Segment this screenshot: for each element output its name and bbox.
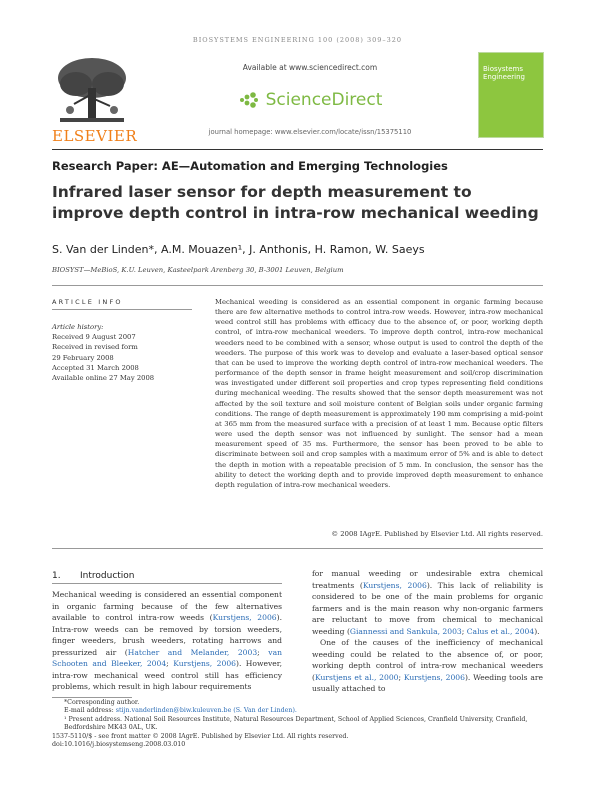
text-run: for manual weeding or undesirable extra chemical treatments (	[312, 569, 543, 590]
sciencedirect-wordmark: ScienceDirect	[265, 90, 383, 110]
abstract-text: Mechanical weeding is considered as an essential component in organic farming because there are few alternative methods to control intra-row weeds. However, intra-row mechanical weed control still has problems with efficacy due to the absence of, or poor, working depth control, of intra-row mechanical weeders. To improve depth control, intra-row mechanical weeders need to be combined with a sensor, whose output is used to control the depth of the weeders. The purpose of this work was to develop and evaluate a laser-based optical sensor that can be used to improve the working depth control of intra-row mechanical weeders. The performance of the depth sensor in frame height measurement and soil/crop discrimination was investigated under different soil properties and crop types representing field conditions during mechanical weeding. The results showed that the sensor depth measurement was not affected by the soil texture and soil moisture content of Belgian soils under organic farming conditions. The range of depth measurement is approximately 190 mm comprising a mid-point at 365 mm from the measured surface with a precision of at least 1 mm. Because optic filters were used the depth sensor was not influenced by sunlight. The sensor had a mean measurement speed of 35 ms. Furthermore, the sensor has been proved to be able to discriminate between soil and crop samples with a maximum error of 5% and is able to detect the depth in motion with a repeatable precision of 5 mm. In conclusion, the sensor has the ability to detect the working depth and to provide improved depth measurement to enhance depth regulation of intra-row mechanical weeders.	[215, 298, 543, 489]
email-label: E-mail address:	[64, 707, 116, 715]
history-item: Received in revised form	[52, 343, 138, 352]
article-info-heading: ARTICLE INFO	[52, 298, 123, 306]
paragraph	[312, 637, 543, 695]
history-item: 29 February 2008	[52, 353, 114, 362]
citation-link[interactable]: Kurstjens, 2006	[212, 613, 277, 622]
article-history	[52, 322, 202, 383]
sciencedirect-logo	[140, 86, 480, 114]
affiliation: BIOSYST—MeBioS, K.U. Leuven, Kasteelpark Arenberg 30, B-3001 Leuven, Belgium	[52, 266, 344, 274]
journal-homepage: journal homepage: www.elsevier.com/locate/issn/15375110	[208, 128, 412, 136]
abstract-copyright: © 2008 IAgrE. Published by Elsevier Ltd. All rights reserved.	[331, 530, 543, 538]
section-number: 1.	[52, 571, 61, 581]
text-run: ;	[257, 647, 269, 657]
text-run: ). Intra-row weeds can be removed by torsion weeders, finger weeders, brush weeders, rotating harrows and pressurized air (	[52, 613, 283, 657]
text-run: ;	[166, 659, 174, 668]
journal-citation-line	[0, 36, 595, 44]
history-item: Available online 27 May 2008	[52, 374, 155, 383]
citation-link[interactable]: Kurstjens et al., 2000	[314, 672, 399, 682]
authors: S. Van der Linden*, A.M. Mouazen¹, J. Anthonis, H. Ramon, W. Saeys	[52, 243, 425, 256]
introduction-rule	[52, 583, 282, 584]
cover-title: Biosystems Engineering	[483, 65, 525, 82]
footnote-rule	[52, 697, 132, 698]
history-label: Article history:	[52, 323, 104, 331]
paragraph	[52, 589, 282, 693]
section-title: Introduction	[80, 571, 135, 581]
journal-name: BIOSYSTEMS ENGINEERING	[192, 36, 315, 44]
citation-link[interactable]: Hatcher and Melander, 2003	[127, 647, 258, 657]
text-run: ;	[398, 672, 404, 682]
body-column-left	[52, 589, 282, 693]
history-item: Received 9 August 2007	[52, 333, 136, 342]
citation-link[interactable]: Giannessi and Sankula, 2003	[349, 626, 462, 636]
present-address-note: ¹ Present address. National Soil Resources Institute, Natural Resources Department, School of Applied Sciences, Cranfield University, Cranfield, Bedfordshire MK43 0AL, UK.	[64, 715, 528, 732]
citation-link[interactable]: Kurstjens, 2006	[362, 580, 427, 590]
issn-line: 1537-5110/$ - see front matter © 2008 IAgrE. Published by Elsevier Ltd. All rights reserved.	[52, 732, 349, 740]
text-run: One of the causes of the inefficiency of mechanical weeding could be related to the absence of, or poor, working depth control of intra-row mechanical weeders (	[312, 638, 543, 682]
section-heading-introduction	[52, 571, 135, 581]
available-at-text: Available at www.sciencedirect.com	[242, 63, 378, 72]
journal-volume: 100 (2008) 309–320	[317, 36, 403, 44]
journal-cover-image	[478, 52, 544, 138]
footnotes	[52, 699, 543, 749]
section-type: Research Paper: AE—Automation and Emerging Technologies	[52, 159, 448, 173]
corresponding-author-note: *Corresponding author.	[64, 699, 140, 706]
citation-link[interactable]: van Schooten and Bleeker, 2004	[52, 647, 283, 668]
elsevier-tree-icon	[52, 54, 132, 128]
history-item: Accepted 31 March 2008	[52, 363, 139, 372]
text-run: ). Weeding tools are usually attached to	[312, 672, 543, 693]
header-divider	[52, 149, 543, 150]
paragraph	[312, 568, 543, 637]
front-matter-divider	[52, 285, 543, 286]
text-run: ). This lack of reliability is considered to be one of the main problems for organic farmers and is the main reason why non-organic farmers are reluctant to move from chemical to mechanical weeding (	[312, 580, 543, 636]
citation-link[interactable]: Kurstjens, 2006	[173, 659, 236, 668]
text-run: ). However, intra-row mechanical weed control still has efficiency problems, which result in high labour requirements	[52, 659, 282, 691]
citation-link[interactable]: Calus et al., 2004	[466, 626, 535, 636]
email-link[interactable]: stijn.vanderlinden@biw.kuleuven.be (S. Van der Linden).	[115, 707, 297, 715]
article-title: Infrared laser sensor for depth measurement to improve depth control in intra-row mechanical weeding	[52, 183, 539, 222]
text-run: Mechanical weeding is considered an essential component in organic farming because of the few alternatives available to control intra-row weeds (	[52, 590, 282, 622]
body-column-right	[312, 568, 543, 695]
abstract-divider	[52, 548, 543, 549]
doi-line: doi:10.1016/j.biosystemseng.2008.03.010	[52, 741, 186, 749]
citation-link[interactable]: Kurstjens, 2006	[403, 672, 465, 682]
text-run: ).	[534, 626, 540, 636]
text-run: ;	[461, 626, 467, 636]
sciencedirect-swoosh-icon	[238, 91, 260, 109]
article-info-rule	[52, 309, 192, 310]
elsevier-logo: ELSEVIER	[52, 127, 138, 145]
email-note	[52, 707, 543, 715]
